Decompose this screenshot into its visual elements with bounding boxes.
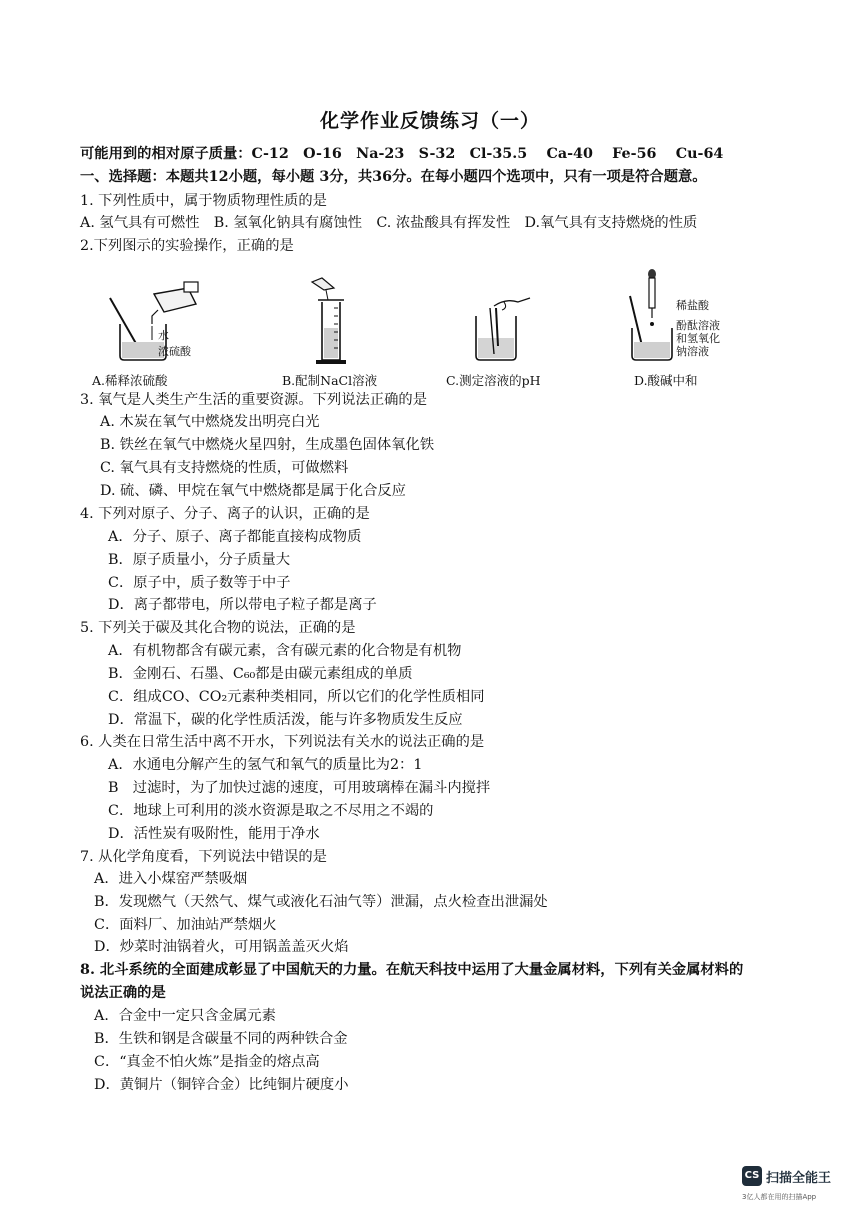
figure-a-label-acid: 浓硫酸	[158, 345, 191, 358]
q8-option-c: C．“真金不怕火炼”是指金的熔点高	[94, 1054, 320, 1070]
q7-option-d: D．炒菜时油锅着火，可用锅盖盖灭火焰	[94, 939, 349, 955]
q5-option-d: D．常温下，碳的化学性质活泼，能与许多物质发生反应	[108, 712, 463, 728]
q3-option-b: B. 铁丝在氧气中燃烧火星四射，生成墨色固体氧化铁	[100, 437, 435, 453]
figure-d-label-hcl: 稀盐酸	[676, 299, 709, 312]
page-title: 化学作业反馈练习（一）	[319, 110, 540, 132]
q4-option-a: A．分子、原子、离子都能直接构成物质	[108, 529, 362, 545]
q7-option-c: C．面料厂、加油站严禁烟火	[94, 917, 277, 933]
q3-option-a: A. 木炭在氧气中燃烧发出明亮白光	[100, 414, 320, 430]
q3-option-c: C. 氧气具有支持燃烧的性质，可做燃料	[100, 460, 349, 476]
figure-c-measure-ph	[446, 268, 566, 388]
q6-option-c: C．地球上可利用的淡水资源是取之不尽用之不竭的	[108, 803, 434, 819]
q4-stem: 4. 下列对原子、分子、离子的认识，正确的是	[80, 506, 370, 522]
q6-option-a: A．水通电分解产生的氢气和氧气的质量比为2：1	[108, 757, 423, 773]
q6-option-b: B 过滤时，为了加快过滤的速度，可用玻璃棒在漏斗内搅拌	[108, 780, 491, 796]
q6-option-d: D．活性炭有吸附性，能用于净水	[108, 826, 320, 842]
camscanner-logo-icon: CS	[742, 1166, 762, 1186]
q3-stem: 3. 氧气是人类生产生活的重要资源。下列说法正确的是	[80, 392, 428, 408]
q8-stem-line2: 说法正确的是	[80, 985, 166, 1001]
watermark-tagline: 3亿人都在用的扫描App	[742, 1193, 817, 1201]
figure-b-caption: B.配制NaCl溶液	[282, 373, 378, 388]
figure-c-caption: C.测定溶液的pH	[446, 373, 541, 388]
figure-a-caption: A.稀释浓硫酸	[92, 373, 168, 388]
q5-option-b: B．金刚石、石墨、C₆₀都是由碳元素组成的单质	[108, 666, 413, 682]
q5-option-c: C．组成CO、CO₂元素种类相同，所以它们的化学性质相同	[108, 689, 485, 705]
q3-option-d: D. 硫、磷、甲烷在氧气中燃烧都是属于化合反应	[100, 483, 406, 499]
q8-option-a: A．合金中一定只含金属元素	[94, 1008, 276, 1024]
atomic-masses: 可能用到的相对原子质量：C-12 O-16 Na-23 S-32 Cl-35.5 Ca-40 Fe-56 Cu-64	[80, 146, 724, 162]
figure-d-caption: D.酸碱中和	[634, 373, 698, 388]
figure-d-label-and-naoh: 和氢氧化	[676, 332, 720, 345]
q4-option-b: B．原子质量小，分子质量大	[108, 552, 291, 568]
watermark-brand: 扫描全能王	[766, 1171, 832, 1186]
figure-d-neutralization	[614, 268, 774, 388]
figure-d-label-phenol: 酚酞溶液	[676, 319, 720, 332]
figure-c-drawing	[446, 268, 566, 368]
figure-b-drawing	[282, 268, 402, 368]
q6-stem: 6. 人类在日常生活中离不开水，下列说法有关水的说法正确的是	[80, 734, 485, 750]
q5-option-a: A．有机物都含有碳元素，含有碳元素的化合物是有机物	[108, 643, 462, 659]
figure-b-prepare-nacl	[282, 268, 402, 388]
q5-stem: 5. 下列关于碳及其化合物的说法，正确的是	[80, 620, 356, 636]
figure-a-dilute-acid	[92, 268, 252, 388]
q4-option-c: C．原子中，质子数等于中子	[108, 575, 291, 591]
q8-stem-line1: 8. 北斗系统的全面建成彰显了中国航天的力量。在航天科技中运用了大量金属材料，下列有关金属材料的	[80, 962, 744, 978]
q2-stem: 2.下列图示的实验操作，正确的是	[80, 238, 294, 254]
q1-options: A. 氢气具有可燃性 B. 氢氧化钠具有腐蚀性 C. 浓盐酸具有挥发性 D.氧气具有支持燃烧的性质	[80, 215, 698, 231]
q7-option-b: B．发现燃气（天然气、煤气或液化石油气等）泄漏，点火检查出泄漏处	[94, 894, 548, 910]
figure-a-label-water: 水	[158, 329, 169, 342]
figure-d-label-solution: 钠溶液	[676, 345, 709, 358]
q4-option-d: D．离子都带电，所以带电子粒子都是离子	[108, 597, 377, 613]
q7-stem: 7. 从化学角度看，下列说法中错误的是	[80, 849, 327, 865]
q8-option-b: B．生铁和钢是含碳量不同的两种铁合金	[94, 1031, 348, 1047]
q7-option-a: A．进入小煤窑严禁吸烟	[94, 871, 248, 887]
scanner-watermark	[742, 1166, 852, 1206]
q1-stem: 1. 下列性质中，属于物质物理性质的是	[80, 193, 327, 209]
section-heading: 一、选择题：本题共12小题，每小题 3分，共36分。在每小题四个选项中，只有一项是符合题意。	[80, 169, 707, 185]
q8-option-d: D．黄铜片（铜锌合金）比纯铜片硬度小	[94, 1077, 349, 1093]
